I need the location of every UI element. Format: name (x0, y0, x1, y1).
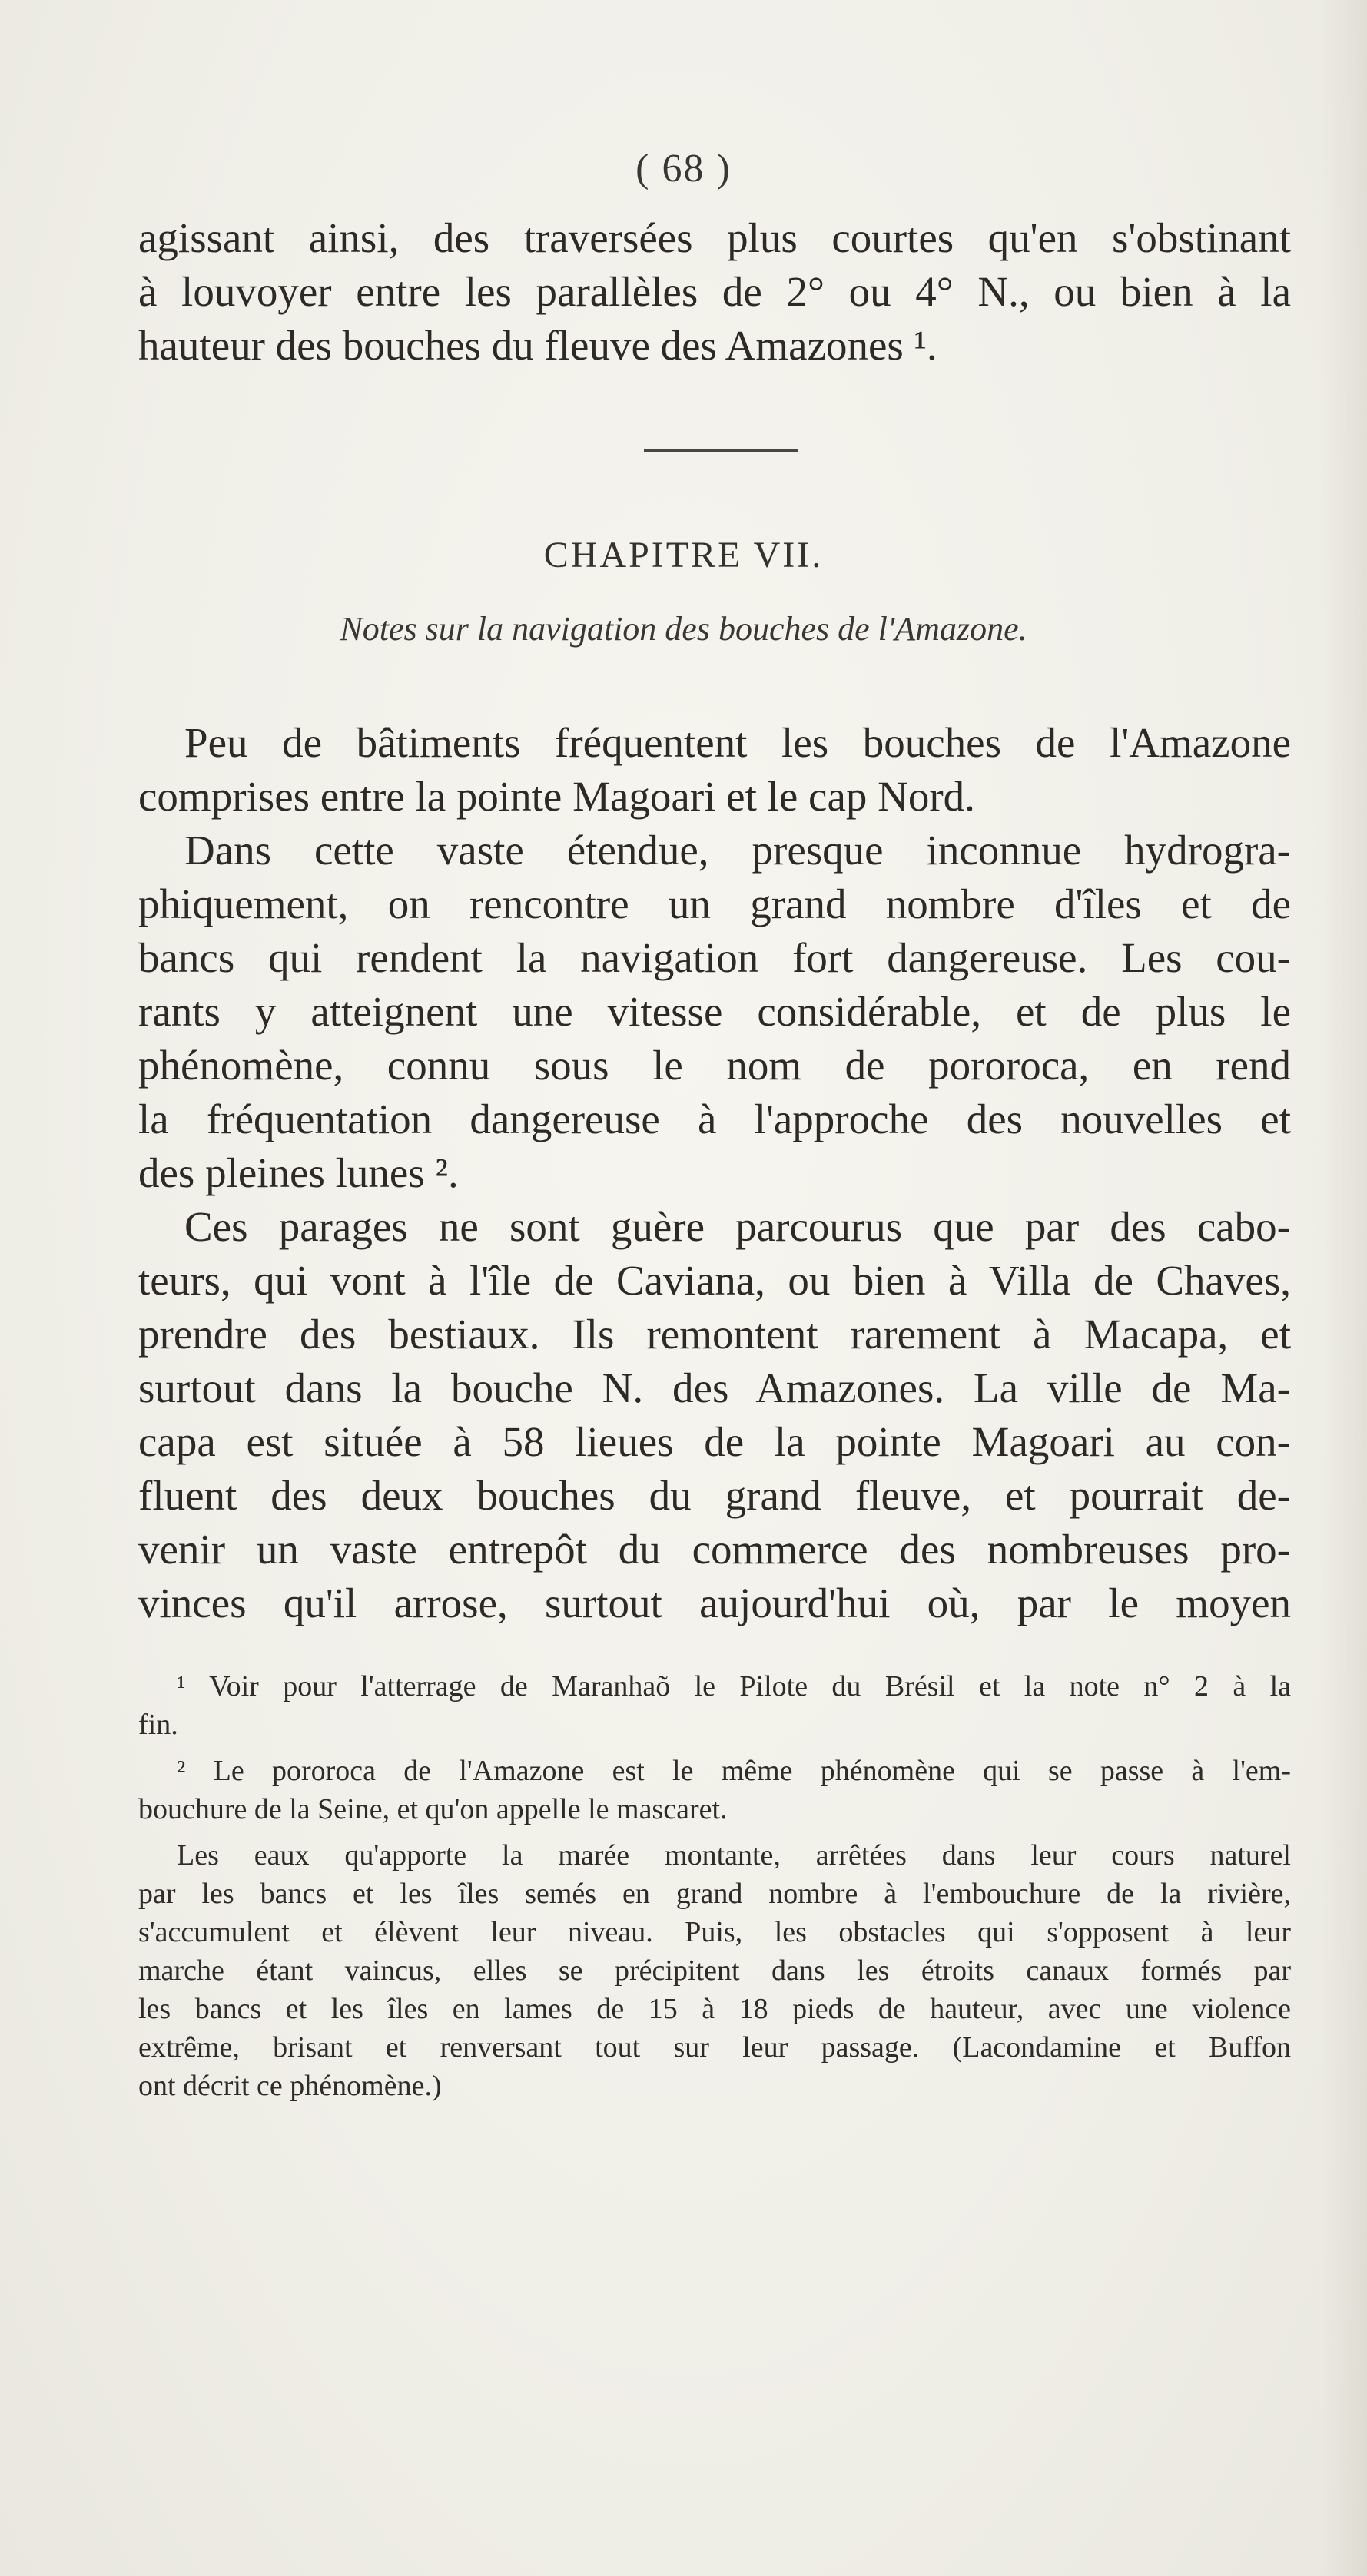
body-line: bancs qui rendent la navigation fort dangereuse. Les cou- (138, 934, 1291, 981)
body-line: des pleines lunes ². (138, 1149, 459, 1196)
footnote-line: par les bancs et les îles semés en grand nombre à l'embouchure de la rivière, (138, 1878, 1291, 1910)
footnote-line: Les eaux qu'apporte la marée montante, arrêtées dans leur cours naturel (177, 1839, 1291, 1871)
chapter-title: CHAPITRE VII. (543, 535, 824, 575)
footnote-line: extrême, brisant et renversant tout sur leur passage. (Lacondamine et Buffon (138, 2031, 1291, 2064)
footnote-line: marche étant vaincus, elles se précipitent dans les étroits canaux formés par (138, 1954, 1291, 1987)
top-paragraph-line: hauteur des bouches du fleuve des Amazones ¹. (138, 322, 937, 369)
footnote-line: ¹ Voir pour l'atterrage de Maranhaõ le Pilote du Brésil et la note n° 2 à la (177, 1670, 1291, 1702)
body-line: phénomène, connu sous le nom de pororoca, en rend (138, 1042, 1291, 1089)
footnote-line: s'accumulent et élèvent leur niveau. Puis, les obstacles qui s'opposent à leur (138, 1916, 1291, 1948)
body-line: prendre des bestiaux. Ils remontent rarement à Macapa, et (138, 1311, 1291, 1358)
body-line: Peu de bâtiments fréquentent les bouches de l'Amazone (184, 719, 1291, 766)
body-line: venir un vaste entrepôt du commerce des nombreuses pro- (138, 1526, 1291, 1573)
chapter-subtitle: Notes sur la navigation des bouches de l'Amazone. (340, 610, 1027, 648)
body-line: Ces parages ne sont guère parcourus que par des cabo- (184, 1203, 1291, 1250)
page-number: ( 68 ) (635, 147, 732, 191)
body-line: vinces qu'il arrose, surtout aujourd'hui où, par le moyen (138, 1580, 1291, 1626)
section-divider (644, 449, 798, 452)
body-line: rants y atteignent une vitesse considérable, et de plus le (138, 988, 1291, 1035)
footnote-line: fin. (138, 1709, 178, 1741)
footnote-line: ont décrit ce phénomène.) (138, 2070, 442, 2102)
body-line: phiquement, on rencontre un grand nombre d'îles et de (138, 880, 1291, 927)
top-paragraph-line: agissant ainsi, des traversées plus courtes qu'en s'obstinant (138, 214, 1291, 261)
footnote-line: les bancs et les îles en lames de 15 à 18 pieds de hauteur, avec une violence (138, 1993, 1291, 2025)
body-line: Dans cette vaste étendue, presque inconnue hydrogra- (184, 827, 1291, 874)
body-line: teurs, qui vont à l'île de Caviana, ou bien à Villa de Chaves, (138, 1257, 1291, 1304)
body-line: la fréquentation dangereuse à l'approche des nouvelles et (138, 1096, 1291, 1142)
body-line: surtout dans la bouche N. des Amazones. La ville de Ma- (138, 1364, 1291, 1411)
top-paragraph-line: à louvoyer entre les parallèles de 2° ou 4° N., ou bien à la (138, 268, 1291, 315)
body-line: comprises entre la pointe Magoari et le cap Nord. (138, 773, 975, 820)
page-edge-shadow (1321, 0, 1367, 2576)
footnote-line: ² Le pororoca de l'Amazone est le même phénomène qui se passe à l'em- (177, 1755, 1291, 1787)
body-line: capa est située à 58 lieues de la pointe Magoari au con- (138, 1418, 1291, 1465)
footnote-line: bouchure de la Seine, et qu'on appelle le mascaret. (138, 1793, 728, 1825)
body-line: fluent des deux bouches du grand fleuve, et pourrait de- (138, 1472, 1291, 1519)
